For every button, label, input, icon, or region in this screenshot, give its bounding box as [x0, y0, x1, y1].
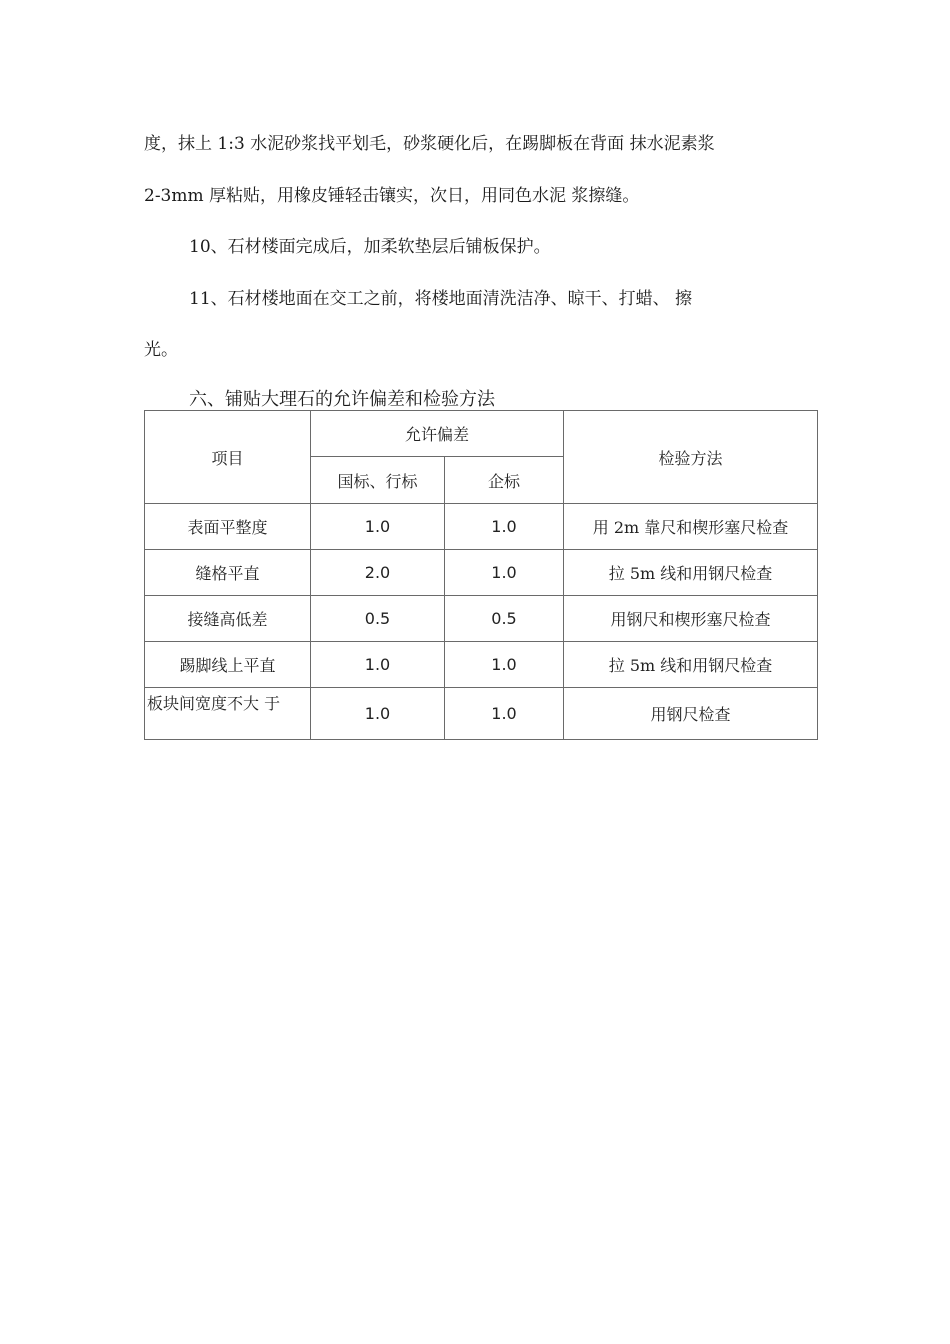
table-row — [145, 550, 818, 596]
table-row — [145, 642, 818, 688]
cell-item: 缝格平直 — [145, 550, 311, 596]
cell-method: 拉 5m 线和用钢尺检查 — [564, 642, 818, 688]
paragraph-line-2: 2-3mm 厚粘贴，用橡皮锤轻击镶实，次日，用同色水泥 浆擦缝。 — [144, 186, 640, 206]
cell-national: 2.0 — [311, 550, 445, 596]
cell-method: 用钢尺和楔形塞尺检查 — [564, 596, 818, 642]
header-national: 国标、行标 — [311, 457, 445, 504]
paragraph-item-11: 11、石材楼地面在交工之前，将楼地面清洗洁净、晾干、打蜡、 擦 — [189, 289, 693, 309]
cell-method: 用钢尺检查 — [564, 688, 818, 740]
paragraph-item-10: 10、石材楼面完成后，加柔软垫层后铺板保护。 — [189, 237, 551, 257]
cell-national: 0.5 — [311, 596, 445, 642]
table-row — [145, 596, 818, 642]
cell-method: 拉 5m 线和用钢尺检查 — [564, 550, 818, 596]
cell-item: 接缝高低差 — [145, 596, 311, 642]
cell-method: 用 2m 靠尺和楔形塞尺检查 — [564, 504, 818, 550]
cell-national: 1.0 — [311, 504, 445, 550]
header-item: 项目 — [145, 411, 311, 504]
cell-enterprise: 1.0 — [445, 688, 564, 740]
header-method: 检验方法 — [564, 411, 818, 504]
section-title: 六、铺贴大理石的允许偏差和检验方法 — [189, 389, 495, 410]
tolerance-table — [144, 410, 818, 740]
cell-item: 踢脚线上平直 — [145, 642, 311, 688]
paragraph-item-11-cont: 光。 — [144, 340, 178, 360]
paragraph-line-1: 度，抹上 1:3 水泥砂浆找平划毛，砂浆硬化后，在踢脚板在背面 抹水泥素浆 — [144, 134, 715, 154]
header-enterprise: 企标 — [445, 457, 564, 504]
cell-item: 表面平整度 — [145, 504, 311, 550]
cell-enterprise: 0.5 — [445, 596, 564, 642]
table-row — [145, 504, 818, 550]
cell-enterprise: 1.0 — [445, 550, 564, 596]
cell-national: 1.0 — [311, 688, 445, 740]
header-tolerance: 允许偏差 — [311, 411, 564, 457]
cell-national: 1.0 — [311, 642, 445, 688]
cell-enterprise: 1.0 — [445, 504, 564, 550]
cell-item: 板块间宽度不大 于 — [145, 688, 311, 740]
table-row — [145, 688, 818, 740]
cell-enterprise: 1.0 — [445, 642, 564, 688]
